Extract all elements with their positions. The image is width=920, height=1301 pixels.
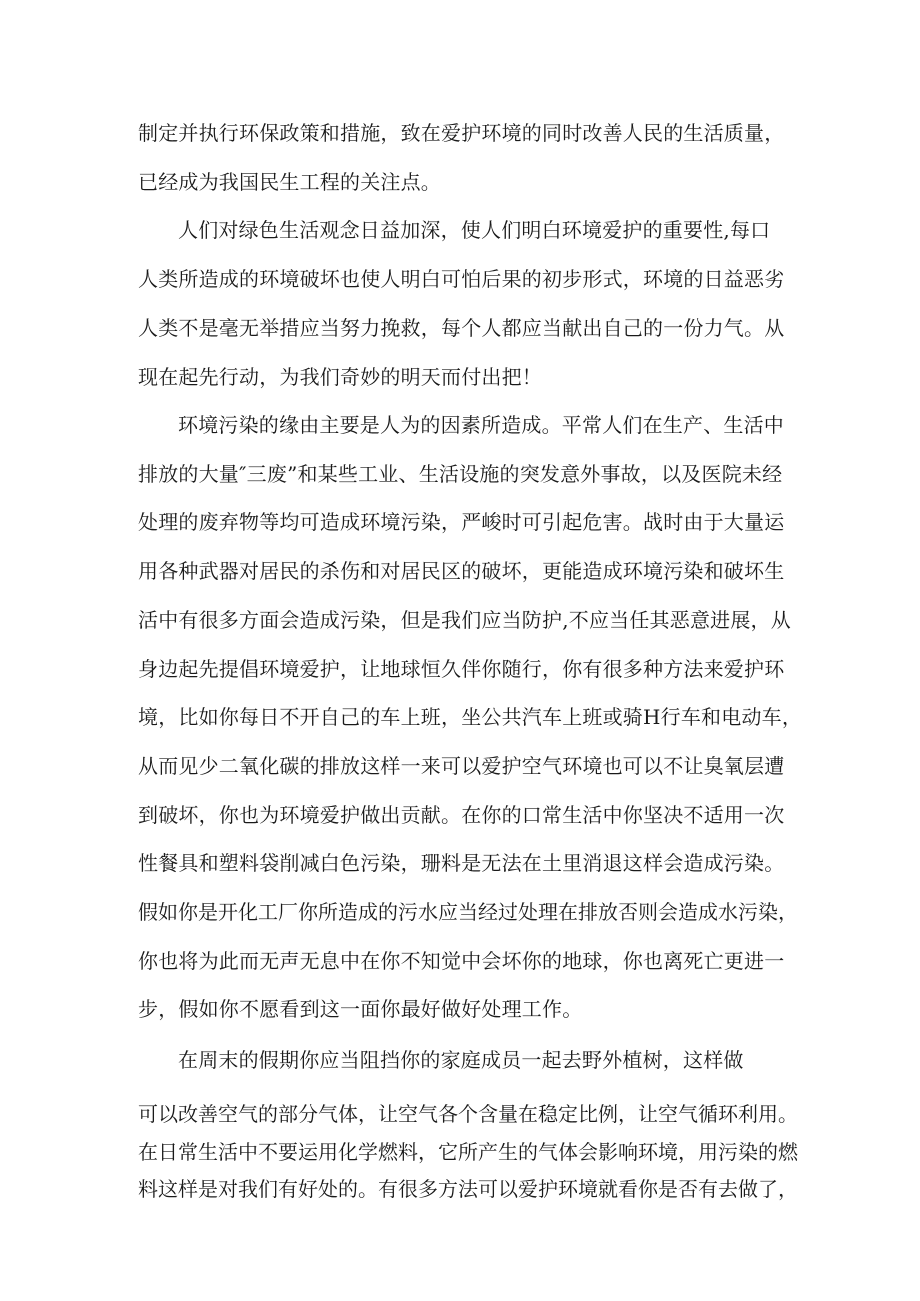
text-line: 可以改善空气的部分气体，让空气各个含量在稳定比例，让空气循环利用。 <box>138 1102 798 1126</box>
text-line: 制定并执行环保政策和措施，致在爱护环境的同时改善人民的生活质量， <box>138 121 785 145</box>
text-line: 环境污染的缘由主要是人为的因素所造成。平常人们在生产、生活中 <box>178 413 784 437</box>
text-line: 境，比如你每日不开自己的车上班，坐公共汽车上班或骑H行车和电动车， <box>138 705 803 729</box>
text-line: 人们对绿色生活观念日益加深，使人们明白环境爱护的重要性,每口 <box>178 218 771 242</box>
text-line: 现在起先行动，为我们奇妙的明天而付出把！ <box>138 365 542 389</box>
text-line: 假如你是开化工厂你所造成的污水应当经过处理在排放否则会造成水污染， <box>138 900 798 924</box>
text-line: 在日常生活中不要运用化学燃料，它所产生的气体会影响环境，用污染的燃 <box>138 1140 798 1164</box>
text-line: 人类所造成的环境破坏也使人明白可怕后果的初步形式，环境的日益恶劣 <box>138 267 785 291</box>
text-line: 处理的废弃物等均可造成环境污染，严峻时可引起危害。战时由于大量运 <box>138 510 785 534</box>
text-line: 活中有很多方面会造成污染，但是我们应当防护,不应当任其恶意进展，从 <box>138 608 791 632</box>
text-line: 排放的大量″三废”和某些工业、生活设施的突发意外事故，以及医院未经 <box>138 462 783 486</box>
text-line: 料这样是对我们有好处的。有很多方法可以爱护环境就看你是否有去做了， <box>138 1177 798 1201</box>
text-line: 人类不是毫无举措应当努力挽救，每个人都应当献出自己的一份力气。从 <box>138 316 785 340</box>
text-line: 性餐具和塑料袋削减白色污染，珊料是无法在土里消退这样会造成污染。 <box>138 851 785 875</box>
text-line: 已经成为我国民生工程的关注点。 <box>138 170 441 194</box>
text-line: 你也将为此而无声无息中在你不知觉中会坏你的地球，你也离死亡更进一 <box>138 949 785 973</box>
text-line: 在周末的假期你应当阻挡你的家庭成员一起去野外植树，这样做 <box>178 1048 744 1072</box>
text-line: 用各种武器对居民的杀伤和对居民区的破坏，更能造成环境污染和破坏生 <box>138 559 785 583</box>
text-line: 身边起先提倡环境爱护，让地球恒久伴你随行，你有很多种方法来爱护环 <box>138 657 785 681</box>
text-line: 到破坏，你也为环境爱护做出贡献。在你的口常生活中你坚决不适用一次 <box>138 803 785 827</box>
text-line: 步，假如你不愿看到这一面你最好做好处理工作。 <box>138 997 583 1021</box>
text-line: 从而见少二氧化碳的排放这样一来可以爱护空气环境也可以不让臭氧层遭 <box>138 754 785 778</box>
